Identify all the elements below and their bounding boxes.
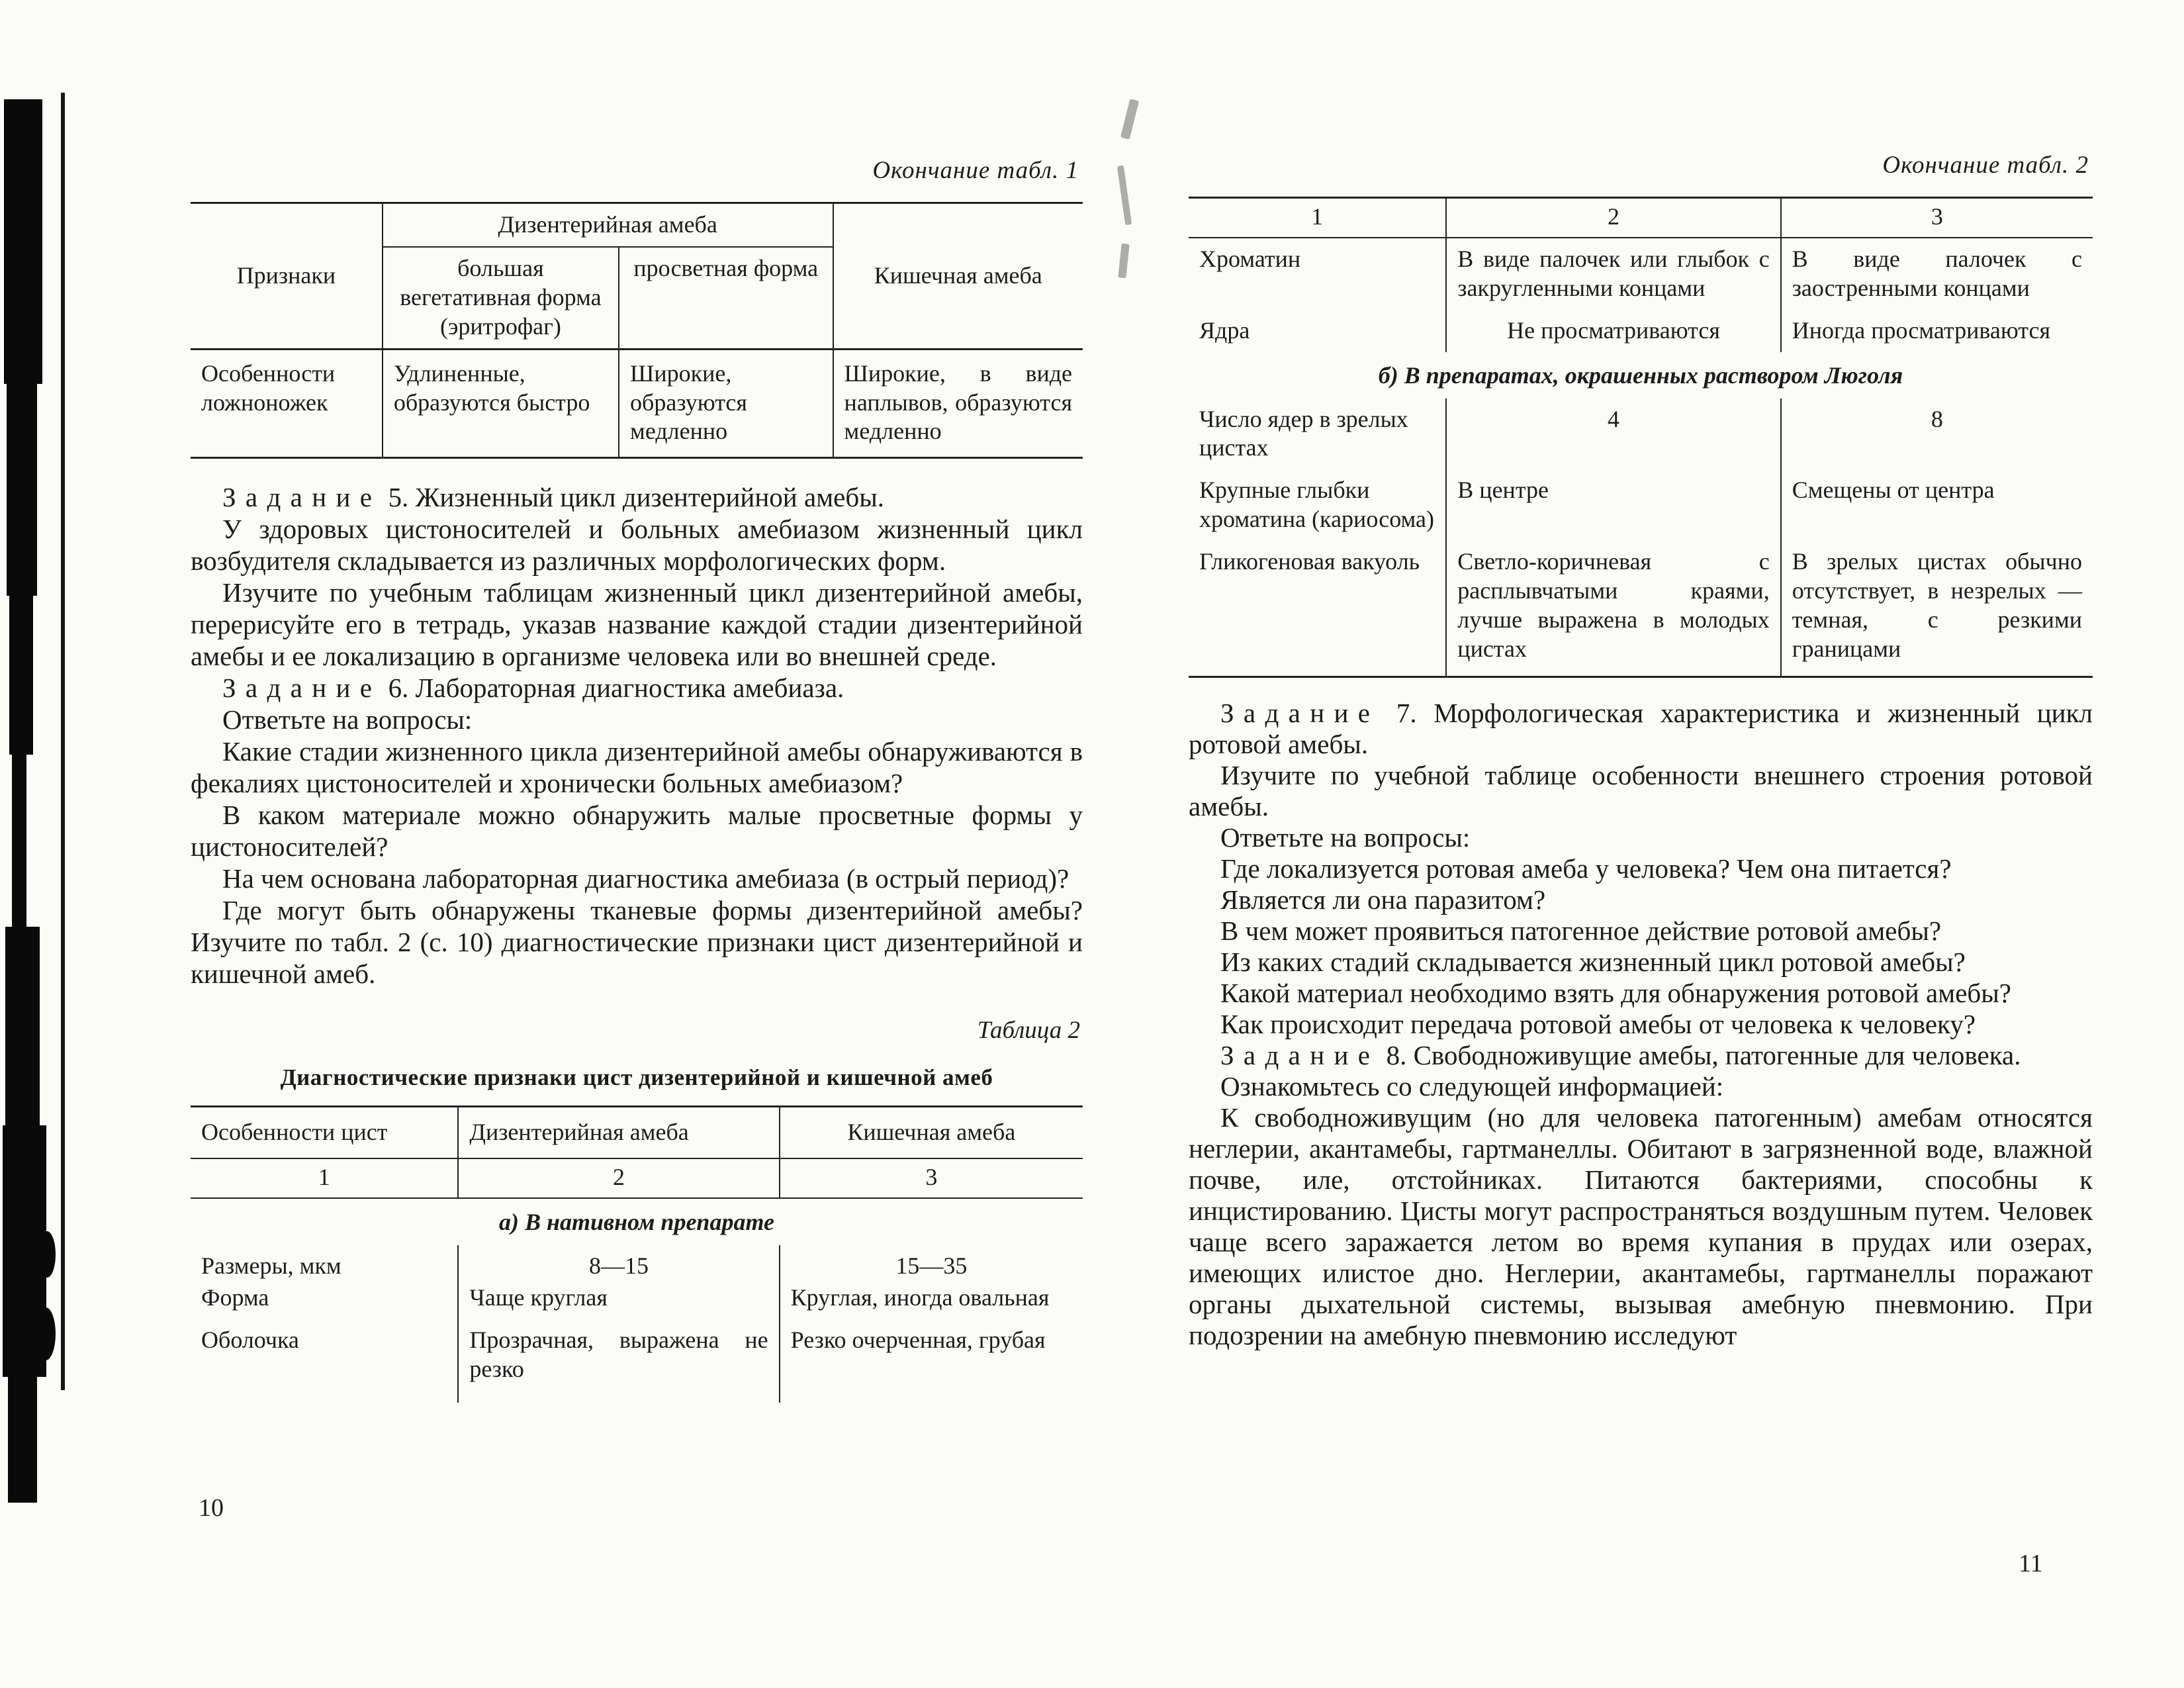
paragraph-text: Из каких стадий складывается жизненный цикл ротовой амебы? <box>1220 946 1966 977</box>
task-word: Задание <box>1220 1039 1380 1070</box>
column-number: 1 <box>1189 198 1446 238</box>
t1-subheader-prosvetnaya: просветная форма <box>619 247 833 349</box>
paragraph-text: В чем может проявиться патогенное действие ротовой амебы? <box>1220 915 1942 946</box>
paragraph-text: Какие стадии жизненного цикла дизентерийной амебы обнаруживаются в фекалиях цистоносителей и хронически больных амебиазом? <box>191 736 1083 799</box>
paragraph <box>1189 1071 2093 1102</box>
paragraph-text: К свободноживущим (но для человека патогенным) амебам относятся неглерии, акантамебы, гартманеллы. Обитают в загрязненной воде, влажной почве, иле, отстойниках. Питаются бактериями, способны к инцистированию. Цисты могут распространяться воздушным путем. Человек чаще всего заражается летом во время купания в прудах или озерах, имеющих илистое дно. Неглерии, акантамебы, гартманеллы поражают органы дыхательной системы, вызывая амебную пневмонию. При подозрении на амебную пневмонию исследуют <box>1189 1102 2093 1350</box>
table-2-continuation <box>1189 197 2093 678</box>
binding-segment <box>4 99 42 384</box>
page-number-right: 11 <box>2019 1550 2043 1577</box>
task-word: Задание <box>222 482 382 513</box>
table-cell: В виде палочек с заостренными концами <box>1792 245 2082 301</box>
paragraph-text: 6. Лабораторная диагностика амебиаза. <box>381 673 844 704</box>
column-number: 3 <box>780 1158 1083 1198</box>
right-page-text <box>1189 698 2093 1351</box>
table-cell: Резко очерченная, грубая <box>790 1326 1046 1353</box>
table-1-continuation <box>191 202 1083 459</box>
table-cell: 8—15 <box>458 1245 779 1282</box>
table-cell: Светло-коричневая с расплывчатыми краями, лучше выражена в молодых цистах <box>1446 541 1780 677</box>
paragraph-text: 5. Жизненный цикл дизентерийной амебы. <box>381 482 884 513</box>
table-cell: Оболочка <box>191 1319 458 1403</box>
paragraph-text: У здоровых цистоносителей и больных амебиазом жизненный цикл возбудителя складывается из различных морфологических форм. <box>191 514 1083 577</box>
scan-smudge <box>1120 99 1139 140</box>
paragraph <box>1189 978 2093 1009</box>
t2-section-a: а) В нативном препарате <box>499 1209 774 1236</box>
paragraph <box>191 577 1083 672</box>
paragraph <box>1189 760 2093 822</box>
table-cell: Не просматриваются <box>1446 310 1780 352</box>
table-cell: Ядра <box>1189 310 1446 352</box>
task-word: Задание <box>1220 697 1380 728</box>
paragraph-text: Ознакомьтесь со следующей информацией: <box>1220 1070 1724 1102</box>
page-number-left: 10 <box>199 1494 224 1522</box>
table-cell: В центре <box>1446 469 1780 541</box>
paragraph <box>1189 1102 2093 1351</box>
table-2 <box>191 1105 1083 1402</box>
binding-blob <box>38 1231 56 1278</box>
scan-smudge <box>1118 244 1129 279</box>
binding-segment <box>8 1364 37 1503</box>
paragraph-text: Изучите по учебной таблице особенности внешнего строения ротовой амебы. <box>1189 759 2093 821</box>
table-cell: Форма <box>191 1282 458 1319</box>
paragraph-text: 8. Свободноживущие амебы, патогенные для человека. <box>1379 1039 2021 1070</box>
paragraph <box>1189 884 2093 915</box>
paragraph <box>1189 1009 2093 1040</box>
table-cell: Широкие, в виде наплывов, образуются медленно <box>833 349 1083 458</box>
binding-line <box>61 93 65 1390</box>
paragraph <box>191 894 1083 990</box>
binding-segment <box>5 927 40 1139</box>
paragraph-text: В каком материале можно обнаружить малые просветные формы у цистоносителей? <box>191 800 1083 863</box>
paragraph-text: Как происходит передача ротовой амебы от человека к человеку? <box>1220 1008 1976 1039</box>
t1-group-header: Дизентерийная амеба <box>383 203 833 247</box>
table1-continuation-note: Окончание табл. 1 <box>872 157 1079 184</box>
paragraph-text: Является ли она паразитом? <box>1220 884 1546 915</box>
table-cell: Круглая, иногда овальная <box>790 1284 1050 1311</box>
paragraph <box>191 799 1083 863</box>
paragraph-text: Какой материал необходимо взять для обнаружения ротовой амебы? <box>1220 977 2012 1008</box>
left-page-text <box>191 481 1083 990</box>
paragraph-text: Изучите по учебным таблицам жизненный цикл дизентерийной амебы, перерисуйте его в тетрадь, указав название каждой стадии дизентерийной амебы и ее локализацию в организме человека или во внешней среде. <box>191 577 1083 672</box>
table2-continuation-note: Окончание табл. 2 <box>1882 152 2089 179</box>
column-number: 2 <box>458 1158 779 1198</box>
table-cell: 15—35 <box>895 1252 968 1280</box>
table2-label: Таблица 2 <box>977 1017 1080 1045</box>
table-cell: Особенности ложноножек <box>191 349 383 458</box>
binding-segment <box>12 755 26 933</box>
paragraph <box>191 735 1083 799</box>
column-number: 1 <box>191 1158 458 1198</box>
t2-header-kishechnaya: Кишечная амеба <box>780 1107 1083 1158</box>
binding-segment <box>9 583 33 755</box>
table-cell: Чаще круглая <box>458 1282 779 1319</box>
table-cell: Смещены от центра <box>1792 477 1995 504</box>
paragraph-task <box>1189 698 2093 760</box>
t2-section-b: б) В препаратах, окрашенных раствором Люголя <box>1378 361 1903 389</box>
table-cell: Прозрачная, выражена не резко <box>458 1319 779 1403</box>
paragraph <box>191 513 1083 577</box>
t2-header-osobennosti: Особенности цист <box>191 1107 458 1158</box>
paragraph <box>1189 947 2093 978</box>
paragraph-task <box>191 481 1083 513</box>
table-cell: Число ядер в зрелых цистах <box>1189 399 1446 470</box>
t1-header-kishechnaya: Кишечная амеба <box>874 261 1042 289</box>
table-cell: Крупные глыбки хроматина (кариосома) <box>1189 469 1446 541</box>
table-cell: Удлиненные, образуются быстро <box>383 349 619 458</box>
paragraph-text: Ответьте на вопросы: <box>222 704 473 735</box>
task-word: Задание <box>222 673 382 704</box>
paragraph-text: На чем основана лабораторная диагностика амебиаза (в острый период)? <box>222 863 1069 894</box>
table-cell: Широкие, образуются медленно <box>619 349 833 458</box>
t2-header-dizenteriynaya: Дизентерийная амеба <box>458 1107 779 1158</box>
t1-subheader-vegetative: большая вегетативная форма (эритрофаг) <box>383 247 619 349</box>
right-page <box>1189 151 2093 1351</box>
paragraph <box>1189 853 2093 884</box>
table-cell: В виде палочек или глыбок с закругленными концами <box>1446 238 1780 310</box>
paragraph-task <box>1189 1040 2093 1071</box>
paragraph-text: 7. Морфологическая характеристика и жизненный цикл ротовой амебы. <box>1189 697 2093 759</box>
left-page <box>191 156 1083 1403</box>
paragraph-text: Где локализуется ротовая амеба у человека? Чем она питается? <box>1220 853 1952 884</box>
binding-segment <box>7 371 37 596</box>
table-cell: 8 <box>1931 405 1943 432</box>
column-number: 3 <box>1781 198 2093 238</box>
paragraph <box>1189 822 2093 853</box>
table-cell: В зрелых цистах обычно отсутствует, в незрелых — темная, с резкими границами <box>1792 548 2082 662</box>
t1-header-priznaki: Признаки <box>191 203 383 350</box>
paragraph-text: Где могут быть обнаружены тканевые формы дизентерийной амебы? Изучите по табл. 2 (с. 10) диагностические признаки цист дизентерийной и кишечной амеб. <box>191 895 1083 990</box>
table-cell: Размеры, мкм <box>191 1245 458 1282</box>
table-cell: 4 <box>1446 399 1780 470</box>
table-cell: Гликогеновая вакуоль <box>1189 541 1446 677</box>
table2-title: Диагностические признаки цист дизентерийной и кишечной амеб <box>280 1064 993 1091</box>
binding-blob <box>36 1307 56 1360</box>
paragraph <box>191 863 1083 894</box>
scan-smudge <box>1117 165 1132 226</box>
paragraph-text: Ответьте на вопросы: <box>1220 821 1471 853</box>
paragraph <box>191 704 1083 735</box>
paragraph <box>1189 915 2093 947</box>
table-cell: Хроматин <box>1189 238 1446 310</box>
column-number: 2 <box>1446 198 1780 238</box>
table-cell: Иногда просматриваются <box>1792 316 2051 344</box>
paragraph-task <box>191 672 1083 704</box>
